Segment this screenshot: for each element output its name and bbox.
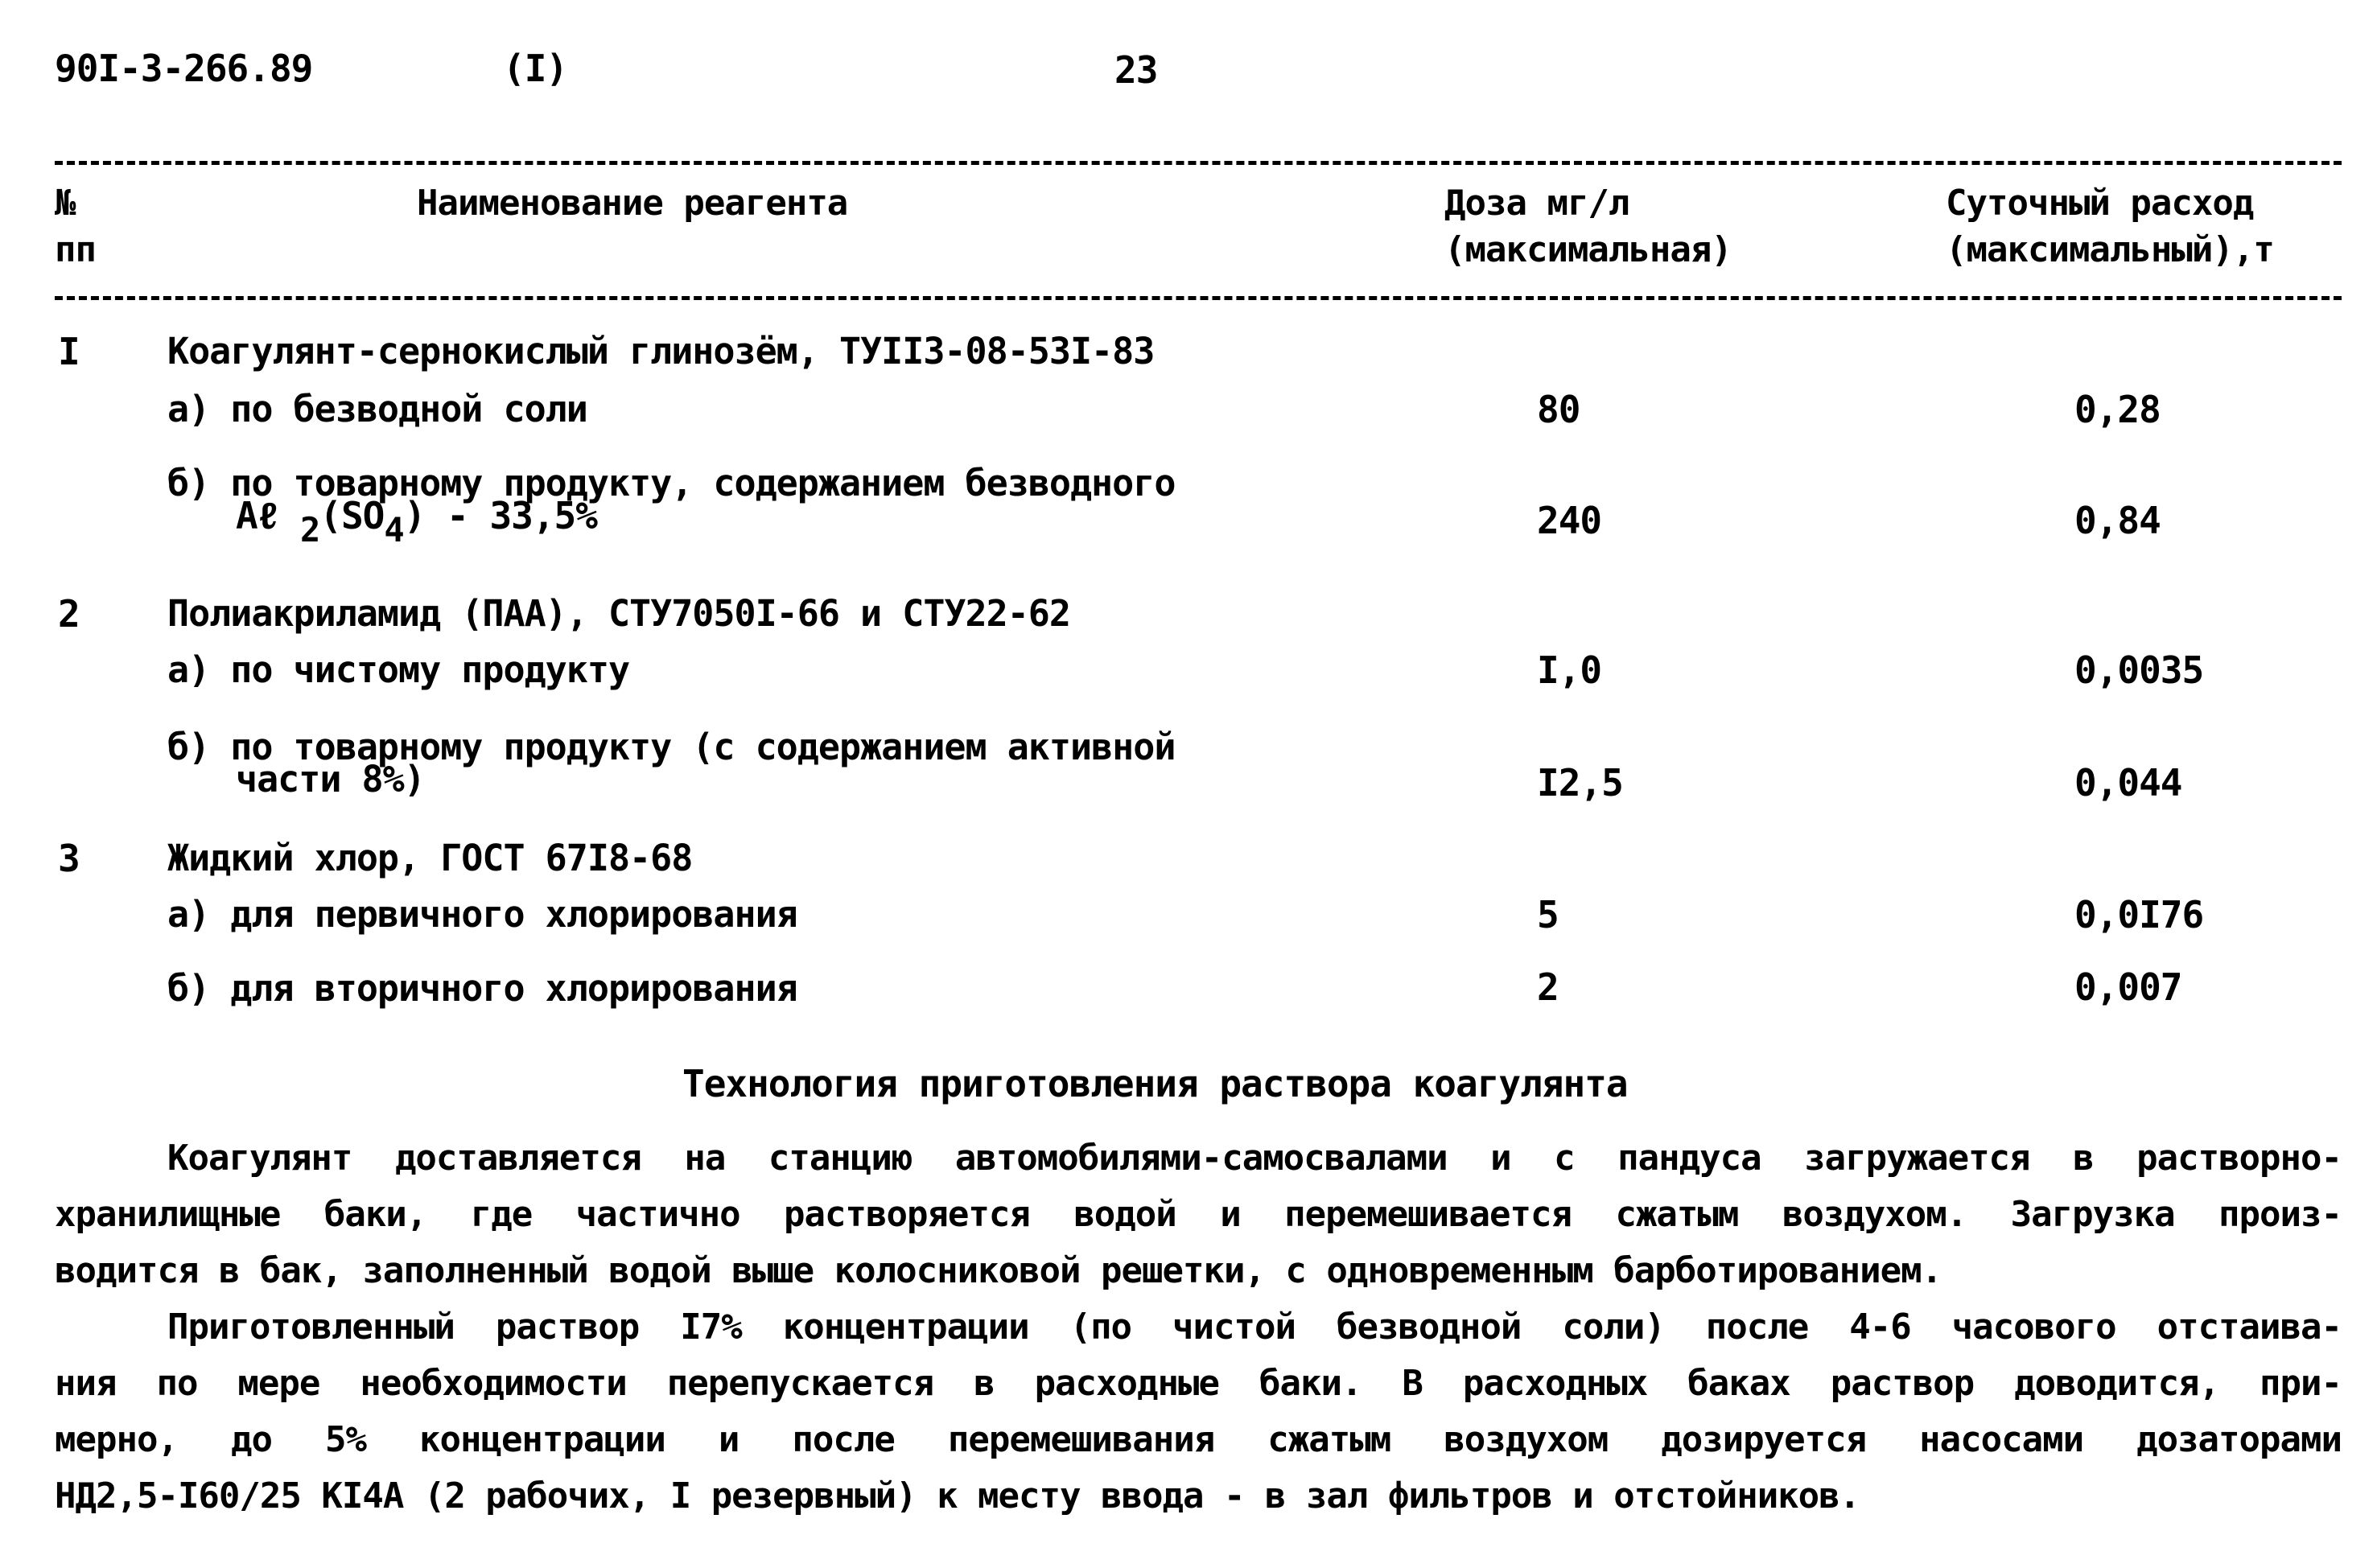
doc-code: 90I-3-266.89 [55, 47, 313, 90]
chemical-formula [236, 494, 597, 549]
col-daily-line1: Суточный расход [1946, 183, 2254, 224]
paragraph-line: мерно, до 5% концентрации и после перемешивания сжатым воздухом дозируется насосами дозаторами [55, 1419, 2342, 1460]
paragraph-1 [55, 1130, 2342, 1299]
item-dose: 5 [1537, 893, 1559, 936]
formula-sub: 2 [300, 510, 320, 549]
col-no-line1: № [55, 183, 76, 224]
item-dose: 240 [1537, 499, 1602, 542]
group-title: Полиакриламид (ПАА), СТУ7050I-66 и СТУ22-62 [167, 592, 1070, 635]
table-top-rule [55, 161, 2342, 165]
col-name-header: Наименование реагента [417, 183, 848, 224]
group-title: Коагулянт-сернокислый глинозём, ТУII3-08-53I-83 [167, 330, 1155, 372]
page-number: 23 [1114, 48, 1158, 92]
item-label: б) по товарному продукту (с содержанием активной [167, 726, 1176, 768]
item-daily: 0,0I76 [2074, 893, 2204, 936]
item-label: б) для вторичного хлорирования [167, 967, 797, 1010]
doc-part: (I) [503, 47, 568, 90]
item-dose: 80 [1537, 388, 1580, 431]
paragraph-line: Коагулянт доставляется на станцию автомобилями-самосвалами и с пандуса загружается в растворно- [167, 1138, 2342, 1179]
item-daily: 0,0035 [2074, 648, 2204, 692]
item-label-continuation: части 8%) [236, 758, 425, 800]
item-daily: 0,007 [2074, 965, 2182, 1009]
table-header-rule [55, 296, 2342, 300]
section-title: Технология приготовления раствора коагулянта [682, 1062, 1628, 1105]
item-dose: 2 [1537, 965, 1559, 1009]
group-number: I [58, 330, 80, 373]
item-dose: I,0 [1537, 648, 1602, 692]
col-dose-header [1444, 180, 1732, 274]
group-number: 2 [58, 592, 80, 636]
formula-prefix: Aℓ [236, 494, 300, 537]
item-label: а) по чистому продукту [167, 648, 630, 691]
paragraph-line: Приготовленный раствор I7% концентрации (по чистой безводной соли) после 4-6 часового отстаива- [167, 1307, 2342, 1348]
formula-sub: 4 [384, 510, 404, 549]
group-number: 3 [58, 837, 80, 880]
formula-suffix: ) - 33,5% [403, 494, 597, 537]
paragraph-line: хранилищные баки, где частично растворяется водой и перемешивается сжатым воздухом. Загрузка произ- [55, 1194, 2342, 1235]
col-no-header [55, 180, 96, 274]
item-daily: 0,044 [2074, 761, 2182, 805]
item-label: б) по товарному продукту, содержанием безводного [167, 462, 1176, 504]
paragraph-2 [55, 1299, 2342, 1525]
item-daily: 0,28 [2074, 388, 2161, 431]
item-daily: 0,84 [2074, 499, 2161, 542]
paragraph-line: НД2,5-I60/25 КI4А (2 рабочих, I резервный) к месту ввода - в зал фильтров и отстойников. [55, 1475, 1860, 1517]
group-title: Жидкий хлор, ГОСТ 67I8-68 [167, 837, 693, 879]
item-label: а) для первичного хлорирования [167, 893, 797, 936]
formula-mid: (SO [319, 494, 385, 537]
col-dose-line1: Доза мг/л [1444, 183, 1629, 224]
col-daily-line2: (максимальный),т [1946, 229, 2274, 270]
col-dose-line2: (максимальная) [1444, 229, 1732, 270]
paragraph-line: водится в бак, заполненный водой выше колосниковой решетки, с одновременным барботированием. [55, 1250, 1942, 1291]
col-no-line2: пп [55, 229, 96, 270]
col-daily-header [1946, 180, 2274, 274]
item-label: а) по безводной соли [167, 388, 587, 430]
item-dose: I2,5 [1537, 761, 1623, 805]
paragraph-line: ния по мере необходимости перепускается в расходные баки. В расходных баках раствор доводится, при- [55, 1363, 2342, 1404]
